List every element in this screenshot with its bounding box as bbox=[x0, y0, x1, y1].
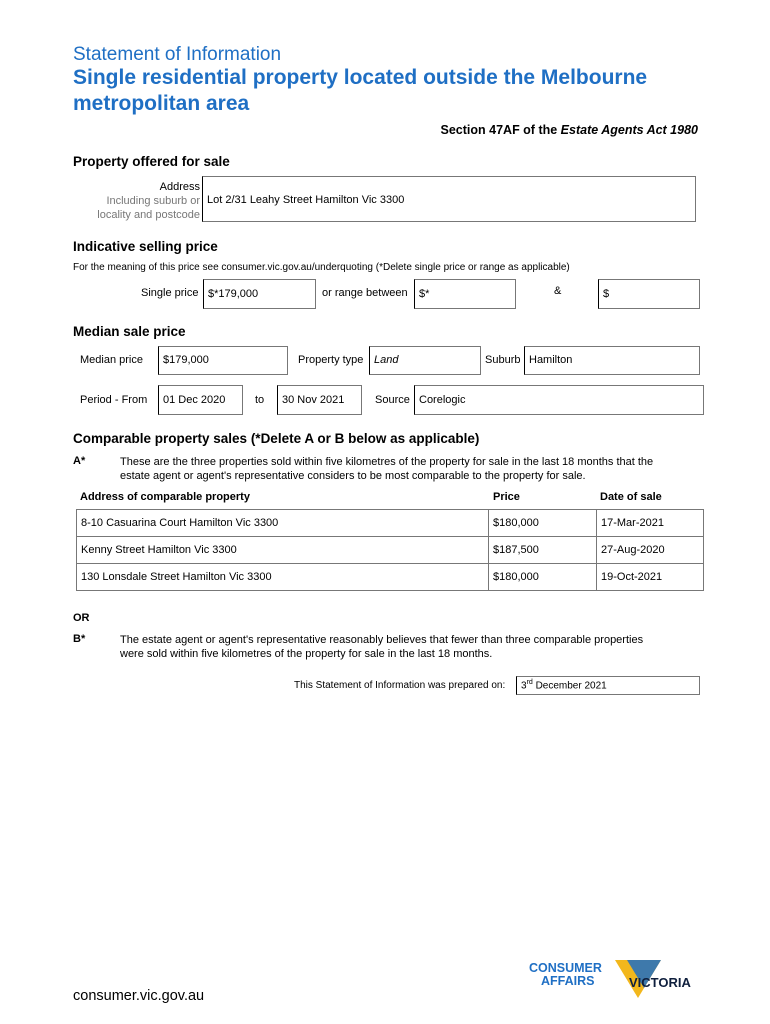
logo-line-2: AFFAIRS bbox=[541, 974, 595, 988]
address-label bbox=[97, 180, 200, 222]
range-to-field[interactable]: $ bbox=[598, 279, 700, 309]
option-b-marker: B* bbox=[73, 633, 86, 645]
consumer-affairs-logo bbox=[527, 958, 707, 1008]
row-price-cell[interactable]: $187,500 bbox=[489, 537, 597, 564]
period-to-field[interactable]: 30 Nov 2021 bbox=[277, 385, 362, 415]
section-reference bbox=[441, 123, 698, 137]
row-address-cell[interactable]: 130 Lonsdale Street Hamilton Vic 3300 bbox=[77, 564, 489, 591]
option-b-text bbox=[120, 633, 700, 661]
logo-line-3: VICTORIA bbox=[629, 975, 691, 990]
single-price-field[interactable]: $*179,000 bbox=[203, 279, 316, 309]
footer-url[interactable]: consumer.vic.gov.au bbox=[73, 988, 205, 1004]
row-address-cell[interactable]: 8-10 Casuarina Court Hamilton Vic 3300 bbox=[77, 510, 489, 537]
option-a-marker: A* bbox=[73, 455, 86, 467]
period-from-field[interactable]: 01 Dec 2020 bbox=[158, 385, 243, 415]
prepared-day: 3 bbox=[521, 680, 527, 692]
document-subtitle: Statement of Information bbox=[73, 44, 282, 65]
source-label: Source bbox=[375, 394, 410, 406]
prepared-date-field[interactable] bbox=[516, 676, 700, 695]
property-type-field[interactable]: Land bbox=[369, 346, 481, 375]
indicative-heading: Indicative selling price bbox=[73, 239, 218, 254]
range-from-field[interactable]: $* bbox=[414, 279, 516, 309]
comparable-table bbox=[76, 509, 704, 591]
median-price-field[interactable]: $179,000 bbox=[158, 346, 288, 375]
option-a-text-line-2: estate agent or agent's representative considers to be most comparable to the property for sale. bbox=[120, 470, 586, 482]
median-heading: Median sale price bbox=[73, 324, 186, 339]
address-label-line-3: locality and postcode bbox=[97, 209, 200, 221]
option-a-text-line-1: These are the three properties sold within five kilometres of the property for sale in the last 18 months that the bbox=[120, 456, 654, 468]
col-header-date: Date of sale bbox=[600, 491, 662, 503]
address-label-line-1: Address bbox=[159, 181, 200, 193]
prepared-rest: December 2021 bbox=[532, 680, 607, 692]
suburb-label: Suburb bbox=[485, 354, 521, 366]
address-field[interactable]: Lot 2/31 Leahy Street Hamilton Vic 3300 bbox=[202, 176, 696, 222]
row-date-cell[interactable]: 27-Aug-2020 bbox=[597, 537, 704, 564]
single-price-label: Single price bbox=[141, 287, 199, 299]
row-date-cell[interactable]: 17-Mar-2021 bbox=[597, 510, 704, 537]
property-heading: Property offered for sale bbox=[73, 154, 230, 169]
median-price-label: Median price bbox=[80, 354, 143, 366]
range-amp: & bbox=[554, 285, 562, 297]
prepared-label: This Statement of Information was prepared on: bbox=[294, 680, 506, 691]
property-type-label: Property type bbox=[298, 354, 364, 366]
col-header-address: Address of comparable property bbox=[80, 491, 250, 503]
period-from-label: Period - From bbox=[80, 394, 148, 406]
option-b-text-line-2: were sold within five kilometres of the property for sale in the last 18 months. bbox=[120, 648, 493, 660]
comparable-heading: Comparable property sales (*Delete A or B below as applicable) bbox=[73, 431, 480, 446]
row-date-cell[interactable]: 19-Oct-2021 bbox=[597, 564, 704, 591]
address-label-line-2: Including suburb or bbox=[106, 195, 200, 207]
table-row bbox=[77, 564, 704, 591]
logo-line-1: CONSUMER bbox=[529, 961, 602, 975]
section-reference-prefix: Section 47AF of the bbox=[440, 123, 561, 137]
table-row bbox=[77, 537, 704, 564]
prepared-day-suffix: rd bbox=[526, 679, 533, 686]
row-price-cell[interactable]: $180,000 bbox=[489, 510, 597, 537]
act-name: Estate Agents Act 1980 bbox=[560, 123, 698, 137]
source-field[interactable]: Corelogic bbox=[414, 385, 704, 415]
col-header-price: Price bbox=[493, 491, 520, 503]
document-title: Single residential property located outside the Melbourne metropolitan area bbox=[73, 66, 648, 115]
option-b-text-line-1: The estate agent or agent's representative reasonably believes that fewer than three comparable properties bbox=[120, 634, 644, 646]
period-to-label: to bbox=[255, 394, 265, 406]
row-address-cell[interactable]: Kenny Street Hamilton Vic 3300 bbox=[77, 537, 489, 564]
table-row bbox=[77, 510, 704, 537]
suburb-field[interactable]: Hamilton bbox=[524, 346, 700, 375]
indicative-note: For the meaning of this price see consumer.vic.gov.au/underquoting (*Delete single price or range as applicable) bbox=[73, 262, 570, 273]
option-a-text bbox=[120, 455, 700, 483]
or-label: OR bbox=[73, 612, 90, 624]
range-label: or range between bbox=[322, 287, 408, 299]
row-price-cell[interactable]: $180,000 bbox=[489, 564, 597, 591]
